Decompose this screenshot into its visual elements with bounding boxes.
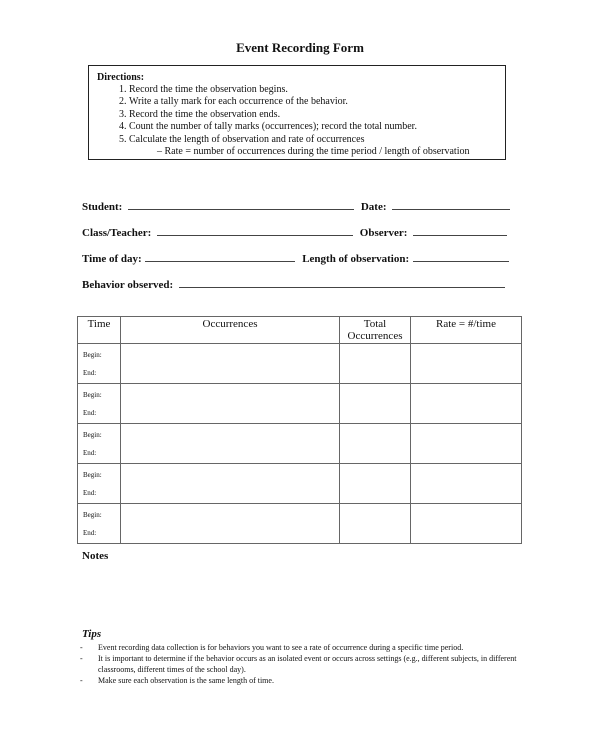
- end-label: End:: [83, 529, 97, 537]
- directions-box: [88, 65, 506, 160]
- table-row: [78, 344, 522, 384]
- class-teacher-label: Class/Teacher:: [82, 227, 152, 239]
- date-field[interactable]: [392, 200, 510, 210]
- header-total-occurrences: Total Occurrences: [340, 317, 411, 344]
- end-label: End:: [83, 449, 97, 457]
- begin-label: Begin:: [83, 511, 102, 519]
- directions-list: [97, 84, 497, 146]
- tip-text: Event recording data collection is for behaviors you want to see a rate of occurrence during a specific time period.: [98, 643, 464, 652]
- time-of-day-field[interactable]: [145, 252, 295, 262]
- occurrences-cell[interactable]: [121, 504, 340, 544]
- header-time: Time: [78, 317, 121, 344]
- total-cell[interactable]: [340, 424, 411, 464]
- rate-cell[interactable]: [411, 424, 522, 464]
- end-label: End:: [83, 369, 97, 377]
- tip-text: It is important to determine if the behavior occurs as an isolated event or occurs across settings (e.g., different subjects, in different classrooms, different times of the school day).: [98, 654, 517, 674]
- begin-label: Begin:: [83, 431, 102, 439]
- length-label: Length of observation:: [302, 253, 410, 265]
- time-cell[interactable]: [78, 424, 121, 464]
- begin-label: Begin:: [83, 391, 102, 399]
- tip-item: - It is important to determine if the behavior occurs as an isolated event or occurs across settings (e.g., different subjects, in different classrooms, different times of the school day).: [80, 653, 540, 675]
- occurrences-cell[interactable]: [121, 384, 340, 424]
- total-cell[interactable]: [340, 384, 411, 424]
- event-table: [77, 316, 522, 544]
- observer-field[interactable]: [413, 226, 507, 236]
- tip-item: - Event recording data collection is for behaviors you want to see a rate of occurrence during a specific time period.: [80, 642, 540, 653]
- direction-step: 4. Count the number of tally marks (occurrences); record the total number.: [129, 121, 497, 133]
- tips-heading: Tips: [82, 628, 102, 640]
- header-rate: Rate = #/time: [411, 317, 522, 344]
- time-cell[interactable]: [78, 464, 121, 504]
- behavior-label: Behavior observed:: [82, 279, 174, 291]
- date-label: Date:: [360, 201, 387, 213]
- end-label: End:: [83, 409, 97, 417]
- total-cell[interactable]: [340, 464, 411, 504]
- table-row: [78, 424, 522, 464]
- total-cell[interactable]: [340, 504, 411, 544]
- direction-step: 3. Record the time the observation ends.: [129, 109, 497, 121]
- length-field[interactable]: [413, 252, 509, 262]
- rate-cell[interactable]: [411, 344, 522, 384]
- end-label: End:: [83, 489, 97, 497]
- direction-step: 2. Write a tally mark for each occurrence of the behavior.: [129, 96, 497, 108]
- total-cell[interactable]: [340, 344, 411, 384]
- table-row: [78, 504, 522, 544]
- tip-item: - Make sure each observation is the same length of time.: [80, 675, 540, 686]
- rate-cell[interactable]: [411, 384, 522, 424]
- direction-sub-bullet: – Rate = number of occurrences during the time period / length of observation: [157, 146, 470, 158]
- begin-label: Begin:: [83, 351, 102, 359]
- direction-step: 1. Record the time the observation begins.: [129, 84, 497, 96]
- behavior-row: [82, 278, 505, 291]
- rate-cell[interactable]: [411, 504, 522, 544]
- class-observer-row: [82, 226, 507, 239]
- student-date-row: [82, 200, 510, 213]
- table-row: [78, 464, 522, 504]
- class-teacher-field[interactable]: [157, 226, 353, 236]
- rate-cell[interactable]: [411, 464, 522, 504]
- form-title: Event Recording Form: [236, 40, 364, 55]
- time-cell[interactable]: [78, 344, 121, 384]
- tip-text: Make sure each observation is the same length of time.: [98, 676, 274, 685]
- notes-heading: Notes: [82, 550, 109, 562]
- table-row: [78, 384, 522, 424]
- behavior-field[interactable]: [179, 278, 505, 288]
- time-length-row: [82, 252, 509, 265]
- begin-label: Begin:: [83, 471, 102, 479]
- time-cell[interactable]: [78, 504, 121, 544]
- occurrences-cell[interactable]: [121, 464, 340, 504]
- header-occurrences: Occurrences: [121, 317, 340, 344]
- time-of-day-label: Time of day:: [82, 253, 142, 265]
- observer-label: Observer:: [359, 227, 408, 239]
- directions-heading: Directions:: [97, 72, 145, 83]
- table-header-row: [78, 317, 522, 344]
- tips-list: [80, 642, 540, 686]
- occurrences-cell[interactable]: [121, 344, 340, 384]
- student-field[interactable]: [128, 200, 354, 210]
- time-cell[interactable]: [78, 384, 121, 424]
- student-label: Student:: [82, 201, 123, 213]
- direction-step: 5. Calculate the length of observation and rate of occurrences: [129, 134, 497, 146]
- occurrences-cell[interactable]: [121, 424, 340, 464]
